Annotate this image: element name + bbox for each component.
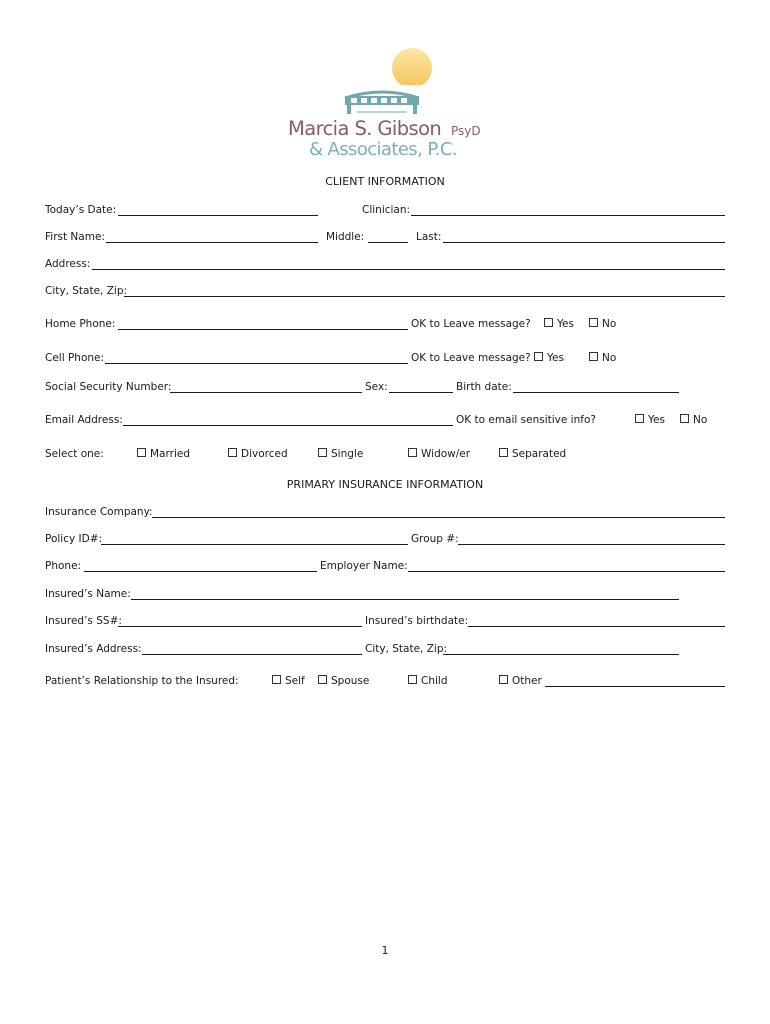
divorced-option[interactable]: Divorced: [228, 448, 288, 460]
home-message-no-option[interactable]: No: [589, 318, 616, 330]
email-field[interactable]: [123, 425, 453, 426]
insured-name-field[interactable]: [131, 599, 679, 600]
checkbox-icon[interactable]: [589, 352, 598, 361]
logo-firm: & Associates, P.C.: [309, 139, 457, 160]
home-message-yes-option[interactable]: Yes: [544, 318, 574, 330]
address-label: Address:: [45, 258, 91, 270]
page-number: 1: [381, 944, 389, 957]
logo-name: Marcia S. Gibson: [288, 117, 442, 140]
city-state-zip-field[interactable]: [124, 296, 725, 297]
insured-address-label: Insured’s Address:: [45, 643, 142, 655]
last-name-label: Last:: [416, 231, 442, 243]
cell-ok-leave-message-label: OK to Leave message?: [411, 352, 531, 364]
marital-status-label: Select one:: [45, 448, 104, 460]
sex-field[interactable]: [389, 392, 453, 393]
relationship-child-option[interactable]: Child: [408, 675, 448, 687]
insured-address-field[interactable]: [142, 654, 362, 655]
insured-city-state-zip-label: City, State, Zip:: [365, 643, 448, 655]
checkbox-icon[interactable]: [272, 675, 281, 684]
checkbox-icon[interactable]: [680, 414, 689, 423]
insurance-company-label: Insurance Company:: [45, 506, 153, 518]
first-name-field[interactable]: [106, 242, 318, 243]
policy-id-label: Policy ID#:: [45, 533, 103, 545]
insured-name-label: Insured’s Name:: [45, 588, 131, 600]
client-information-heading: CLIENT INFORMATION: [325, 175, 445, 188]
checkbox-icon[interactable]: [408, 675, 417, 684]
checkbox-icon[interactable]: [318, 675, 327, 684]
insurance-company-field[interactable]: [152, 517, 725, 518]
group-number-field[interactable]: [458, 544, 725, 545]
checkbox-icon[interactable]: [137, 448, 146, 457]
birth-date-label: Birth date:: [456, 381, 512, 393]
checkbox-icon[interactable]: [635, 414, 644, 423]
middle-name-field[interactable]: [368, 242, 408, 243]
clinician-field[interactable]: [411, 215, 725, 216]
middle-name-label: Middle:: [326, 231, 365, 243]
checkbox-icon[interactable]: [228, 448, 237, 457]
ssn-field[interactable]: [170, 392, 362, 393]
checkbox-icon[interactable]: [499, 448, 508, 457]
home-ok-leave-message-label: OK to Leave message?: [411, 318, 531, 330]
relationship-label: Patient’s Relationship to the Insured:: [45, 675, 239, 687]
policy-id-field[interactable]: [101, 544, 408, 545]
checkbox-icon[interactable]: [544, 318, 553, 327]
company-logo: [285, 46, 500, 164]
sex-label: Sex:: [365, 381, 388, 393]
email-no-option[interactable]: No: [680, 414, 707, 426]
last-name-field[interactable]: [443, 242, 725, 243]
relationship-self-option[interactable]: Self: [272, 675, 305, 687]
married-option[interactable]: Married: [137, 448, 190, 460]
widower-option[interactable]: Widow/er: [408, 448, 470, 460]
insured-ssn-label: Insured’s SS#:: [45, 615, 122, 627]
relationship-other-option[interactable]: Other: [499, 675, 542, 687]
email-label: Email Address:: [45, 414, 123, 426]
insured-ssn-field[interactable]: [118, 626, 362, 627]
checkbox-icon[interactable]: [589, 318, 598, 327]
relationship-spouse-option[interactable]: Spouse: [318, 675, 369, 687]
sun-bridge-logo-icon: [285, 46, 500, 121]
address-field[interactable]: [92, 269, 725, 270]
cell-phone-field[interactable]: [105, 363, 408, 364]
birth-date-field[interactable]: [513, 392, 679, 393]
group-number-label: Group #:: [411, 533, 459, 545]
logo-credential: PsyD: [451, 124, 481, 138]
home-phone-label: Home Phone:: [45, 318, 116, 330]
first-name-label: First Name:: [45, 231, 105, 243]
single-option[interactable]: Single: [318, 448, 363, 460]
clinician-label: Clinician:: [362, 204, 411, 216]
relationship-other-field[interactable]: [545, 686, 725, 687]
employer-name-field[interactable]: [408, 571, 725, 572]
checkbox-icon[interactable]: [318, 448, 327, 457]
cell-phone-label: Cell Phone:: [45, 352, 105, 364]
cell-message-yes-option[interactable]: Yes: [534, 352, 564, 364]
checkbox-icon[interactable]: [408, 448, 417, 457]
insurance-phone-label: Phone:: [45, 560, 82, 572]
insurance-phone-field[interactable]: [84, 571, 317, 572]
home-phone-field[interactable]: [118, 329, 408, 330]
ssn-label: Social Security Number:: [45, 381, 172, 393]
email-yes-option[interactable]: Yes: [635, 414, 665, 426]
checkbox-icon[interactable]: [499, 675, 508, 684]
insured-city-state-zip-field[interactable]: [443, 654, 679, 655]
separated-option[interactable]: Separated: [499, 448, 566, 460]
todays-date-label: Today’s Date:: [45, 204, 117, 216]
cell-message-no-option[interactable]: No: [589, 352, 616, 364]
insured-birthdate-label: Insured’s birthdate:: [365, 615, 469, 627]
employer-name-label: Employer Name:: [320, 560, 408, 572]
todays-date-field[interactable]: [118, 215, 318, 216]
checkbox-icon[interactable]: [534, 352, 543, 361]
ok-email-sensitive-label: OK to email sensitive info?: [456, 414, 596, 426]
insured-birthdate-field[interactable]: [468, 626, 725, 627]
city-state-zip-label: City, State, Zip:: [45, 285, 128, 297]
primary-insurance-heading: PRIMARY INSURANCE INFORMATION: [286, 478, 484, 491]
